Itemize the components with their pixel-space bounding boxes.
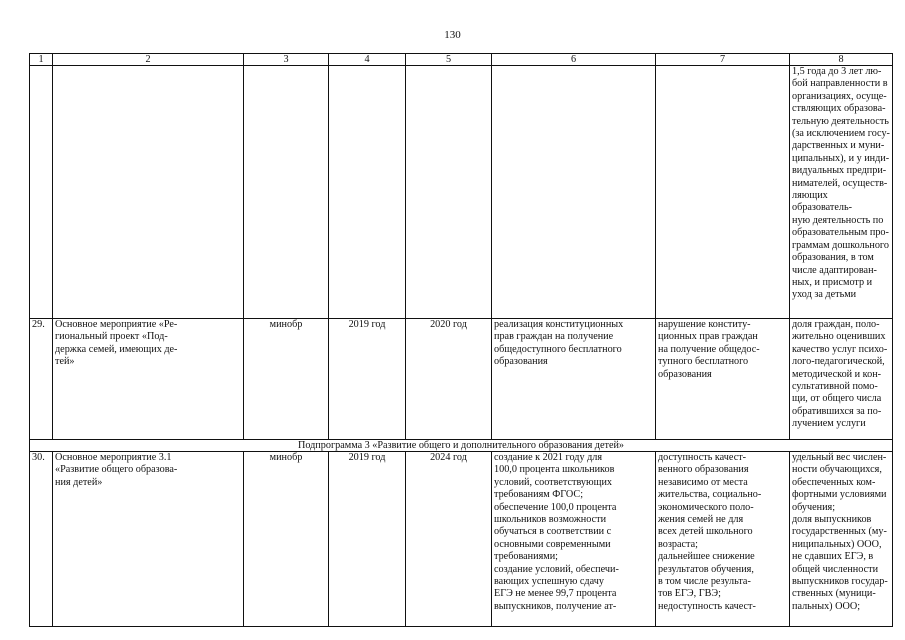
header-cell: 3 <box>244 54 329 66</box>
header-cell: 5 <box>406 54 492 66</box>
table-cell <box>656 66 790 319</box>
table-cell <box>53 66 244 319</box>
header-cell: 1 <box>30 54 53 66</box>
indicator-cell: удельный вес числен- ности обучающихся, обеспеченных ком- фортными условиями обучения; доля выпускников государственных (му- ниципальных) ООО, не сдавших ЕГЭ, в общей численности выпускников государ- ственных (муници- пальных) ООО; <box>790 452 893 627</box>
row-number: 29. <box>30 319 53 440</box>
start-year: 2019 год <box>329 319 406 440</box>
indicator-cell: доля граждан, поло- жительно оценивших качество услуг психо- лого-педагогической, методической и кон- сультативной помо- щи, от общего числа обратившихся за по- лучением услуги <box>790 319 893 440</box>
executor: минобр <box>244 319 329 440</box>
table-row-29 <box>30 319 893 440</box>
table-cell <box>244 66 329 319</box>
measure-name: Основное мероприятие 3.1 «Развитие общего образова- ния детей» <box>53 452 244 627</box>
subprogram-row <box>30 440 893 452</box>
start-year: 2019 год <box>329 452 406 627</box>
page-number: 130 <box>444 29 461 41</box>
header-cell: 6 <box>492 54 656 66</box>
table-cell <box>30 66 53 319</box>
table-cell <box>492 66 656 319</box>
executor: минобр <box>244 452 329 627</box>
expected-result: реализация конституционных прав граждан на получение общедоступного бесплатного образования <box>492 319 656 440</box>
header-cell: 8 <box>790 54 893 66</box>
end-year: 2020 год <box>406 319 492 440</box>
table-cell <box>406 66 492 319</box>
non-implementation-consequences: доступность качест- венного образования независимо от места жительства, социально- экономического поло- жения семей не для всех детей школьного возраста; дальнейшее снижение результатов обучения, в том числе результа- тов ЕГЭ, ГВЭ; недоступность качест- <box>656 452 790 627</box>
column-number-header <box>30 54 893 66</box>
end-year: 2024 год <box>406 452 492 627</box>
measure-name: Основное мероприятие «Ре- гиональный проект «Под- держка семей, имеющих де- тей» <box>53 319 244 440</box>
row-number: 30. <box>30 452 53 627</box>
table-cell <box>329 66 406 319</box>
indicator-cell: 1,5 года до 3 лет лю- бой направленности в организациях, осуще- ствляющих образова- тельную деятельность (за исключением госу- дарственных и муни- ципальных), и у инди- видуальных предпри- нимателей, осуществ- ляющих образователь- ную деятельность по образовательным про- граммам дошкольного образования, в том числе адаптирован- ных, и присмотр и уход за детьми <box>790 66 893 319</box>
header-cell: 7 <box>656 54 790 66</box>
non-implementation-consequences: нарушение конститу- ционных прав граждан на получение общедос- тупного бесплатного образования <box>656 319 790 440</box>
measures-table <box>29 53 893 627</box>
table-row-30 <box>30 452 893 627</box>
header-cell: 4 <box>329 54 406 66</box>
table-row-continuation <box>30 66 893 319</box>
expected-result: создание к 2021 году для 100,0 процента школьников условий, соответствующих требованиям ФГОС; обеспечение 100,0 процента школьников возможности обучаться в соответствии с основными современными требованиями; создание условий, обеспечи- вающих успешную сдачу ЕГЭ не менее 99,7 процента выпускников, получение ат- <box>492 452 656 627</box>
subprogram-title: Подпрограмма 3 «Развитие общего и дополнительного образования детей» <box>30 440 893 452</box>
header-cell: 2 <box>53 54 244 66</box>
